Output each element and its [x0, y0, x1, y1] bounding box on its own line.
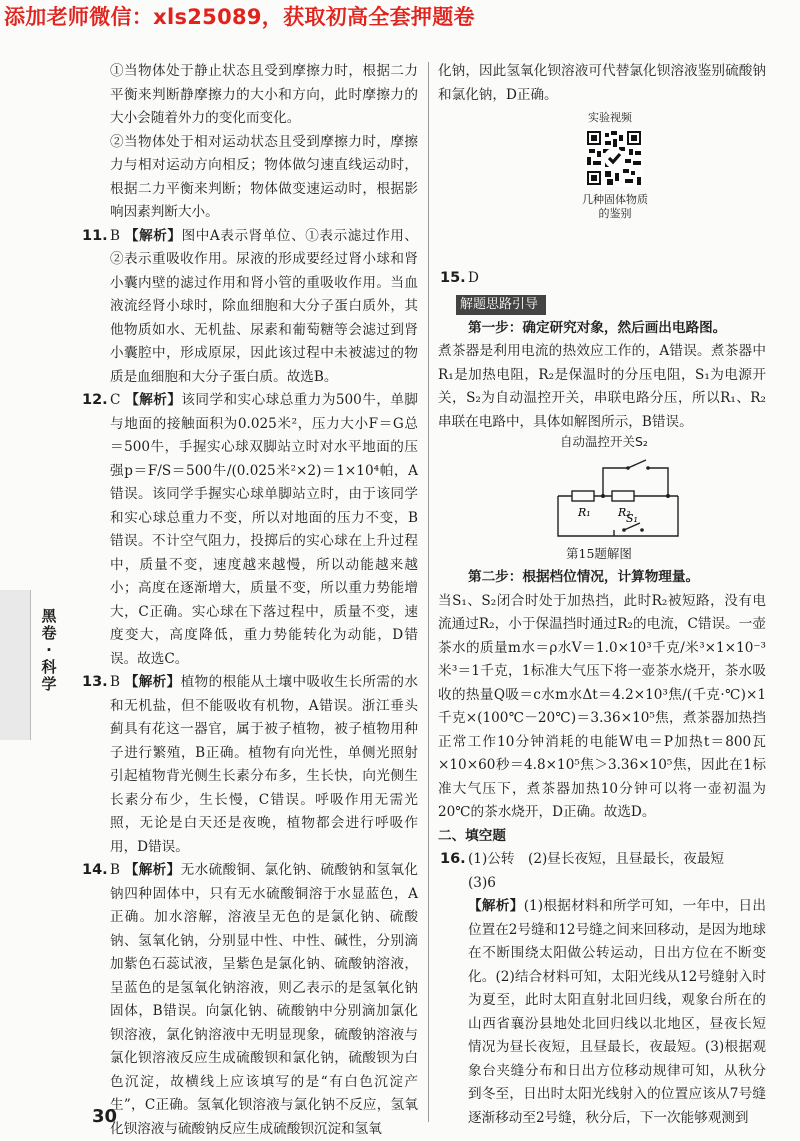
analysis-text: 植物的根能从土壤中吸收生长所需的水和无机盐，但不能吸收有机物，A错误。浙江垂头蓟具有花这一器官，属于被子植物，被子植物用种子进行繁殖，B正确。植物有向光性，单侧光照射引起植物背光侧生长素分布多，生长快，向光侧生长素分布少，生长慢，C错误。呼吸作用无需光照，无论是白天还是夜晚，植物都会进行呼吸作用，D错误。 [110, 674, 418, 855]
right-column [438, 60, 766, 1130]
analysis-tag: 【解析】 [125, 392, 182, 408]
answer-letter: B [110, 862, 120, 878]
qr-code-icon[interactable] [585, 129, 643, 187]
analysis-text: 图中A表示肾单位、①表示滤过作用、②表示重吸收作用。尿液的形成要经过肾小球和肾小囊内壁的滤过作用和肾小管的重吸收作用。当血液流经肾小球时，除血细胞和大分子蛋白质外，其他物质如水、无机盐、尿素和葡萄糖等会滤过到肾小囊腔中，形成原尿，因此该过程中未被滤过的物质是血细胞和大分子蛋白质。故选B。 [110, 227, 418, 385]
answer-letter: B [110, 227, 120, 244]
answer-12 [80, 389, 418, 671]
step-one-text: 煮茶器是利用电流的热效应工作的，A错误。煮茶器中R₁是加热电阻，R₂是保温时的分压电阻，S₁为电源开关，S₂为自动温控开关，串联电路分压，所以R₁、R₂串联在电路中，具体如解图所示，B错误。 [438, 343, 766, 430]
question-number: 13. [82, 674, 108, 690]
answer-14-continued: 化钠，因此氢氧化钡溶液可代替氯化钡溶液鉴别硫酸钠和氯化钠，D正确。 [438, 63, 766, 103]
side-tab [0, 590, 31, 740]
answer-letter: D [468, 270, 479, 286]
side-label: 黑卷·科学 [41, 607, 57, 693]
analysis-text: (1)根据材料和所学可知，一年中，日出位置在2号缝和12号缝之间来回移动，是因为地球在不断围绕太阳做公转运动，日出方位在不断变化。(2)结合材料可知，太阳光线从12号缝射入时为夏至，此时太阳直射北回归线，观象台所在的山西省襄汾县地处北回归线以北地区，昼夜长短情况为昼长夜短，且昼最长，夜最短。(3)根据观象台夹缝分布和日出方位移动规律可知，从秋分到冬至，日出时太阳光线射入的位置应该从7号缝逐渐移动至2号缝，秋分后，下一次能够观测到 [468, 898, 766, 1126]
answer-letter: C [110, 392, 121, 408]
analysis-text-cont: 该同学手握实心球单脚站立时，由于该同学和实心球总重力不变，所以对地面的压力不变，B错误。不计空气阻力，投掷后的实心球在上升过程中，质量不变，速度越来越慢，所以动能越来越小；高度在逐渐增大，质量不变，所以重力势能增大，C正确。实心球在下落过程中，质量不变，速度变大，高度降低，重力势能转化为动能，D错误。故选C。 [110, 486, 419, 667]
page-number: 30 [92, 1106, 118, 1127]
switch-s2 [628, 460, 646, 468]
analysis-tag: 【解析】 [468, 898, 524, 914]
video-qr-block[interactable] [438, 107, 766, 267]
question-number: 16. [440, 851, 466, 867]
analysis-tag: 【解析】 [124, 862, 181, 878]
label-r2: R₂ [618, 506, 631, 519]
solution-guide-banner: 解题思路引导 [456, 295, 546, 315]
answer-14 [80, 859, 418, 1141]
label-r1: R₁ [578, 506, 591, 519]
answer-13 [80, 671, 418, 859]
answer-line-1: (1)公转 (2)昼长夜短，且昼最长，夜最短 [468, 851, 725, 867]
label-s1: S₁ [626, 512, 638, 525]
circuit-drawing [508, 440, 708, 546]
column-divider [428, 62, 429, 1122]
question-number: 15. [440, 270, 466, 286]
analysis-tag: 【解析】 [124, 227, 182, 244]
analysis-text: 该同学和实心球总重力为500牛，单脚与地面的接触面积为0.025米²，压力大小F＝G总＝500牛，手握实心球双脚站立时对水平地面的压强p＝F/S＝500牛/(0.025米²×2)＝1×10⁴帕，A错误。 [110, 392, 418, 502]
promo-banner: 添加老师微信：xls25089，获取初高全套押题卷 [4, 5, 475, 29]
video-title: 实验视频 [588, 111, 632, 124]
answer-line-2: (3)6 [468, 874, 496, 891]
circuit-title: 自动温控开关S₂ [560, 434, 648, 449]
question-number: 14. [82, 862, 108, 878]
answer-letter: B [110, 674, 120, 690]
circuit-caption: 第15题解图 [566, 546, 632, 561]
friction-note-1: ①当物体处于静止状态且受到摩擦力时，根据二力平衡来判断静摩擦力的大小和方向，此时摩擦力的大小会随着外力的变化而变化。 [110, 63, 418, 126]
answer-16 [438, 848, 766, 1130]
section-heading: 二、填空题 [438, 827, 506, 844]
friction-note-2: ②当物体处于相对运动状态且受到摩擦力时，摩擦力与相对运动方向相反；物体做匀速直线运动时，根据二力平衡来判断；物体做变速运动时，根据影响因素判断大小。 [110, 133, 418, 220]
answer-11 [80, 225, 418, 390]
question-number: 12. [82, 392, 108, 408]
left-column [80, 60, 418, 1141]
step-two-text: 当S₁、S₂闭合时处于加热挡，此时R₂被短路，没有电流通过R₂，小于保温挡时通过R₂的电流，C错误。一壶茶水的质量m水＝ρ水V＝1.0×10³千克/米³×1×10⁻³米³＝1千克，1标准大气压下将一壶茶水烧开，茶水吸收的热量Q吸＝c水m水Δt＝4.2×10³焦/(千克·℃)×1千克×(100℃－20℃)＝3.36×10⁵焦，煮茶器加热挡正常工作10分钟消耗的电能W电＝P加热t＝800瓦×10×60秒＝4.8×10⁵焦＞3.36×10⁵焦，因此在1标准大气压下，煮茶器加热10分钟可以将一壶初温为20℃的茶水烧开，D正确。故选D。 [438, 592, 766, 820]
step-one: 第一步：确定研究对象，然后画出电路图。 [468, 319, 727, 336]
question-number: 11. [82, 227, 108, 244]
analysis-tag: 【解析】 [124, 674, 181, 690]
analysis-text: 无水硫酸铜、氯化钠、硫酸钠和氢氧化钠四种固体中，只有无水硫酸铜溶于水显蓝色，A正确。加水溶解，溶液呈无色的是氯化钠、硫酸钠、氢氧化钠，分别显中性、中性、碱性，分别滴加紫色石蕊试液，呈紫色是氯化钠、硫酸钠溶液，呈蓝色的是氢氧化钠溶液，则乙表示的是氢氧化钠固体，B错误。向氯化钠、硫酸钠中分别滴加氯化钡溶液，氯化钠溶液中无明显现象，硫酸钠溶液与氯化钡溶液反应生成硫酸钡和氯化钠，硫酸钡为白色沉淀，故横线上应该填写的是“有白色沉淀产生”，C正确。氢氧化钡溶液与氯化钠不反应，氢氧化钡溶液与硫酸钠反应生成硫酸钡沉淀和氢氧 [110, 862, 418, 1137]
resistor-r1 [572, 491, 594, 501]
video-caption: 几种固体物质的鉴别 [582, 193, 648, 220]
step-two: 第二步：根据档位情况，计算物理量。 [468, 569, 700, 585]
answer-15 [438, 267, 766, 291]
circuit-diagram [438, 434, 766, 566]
resistor-r2 [612, 491, 634, 501]
